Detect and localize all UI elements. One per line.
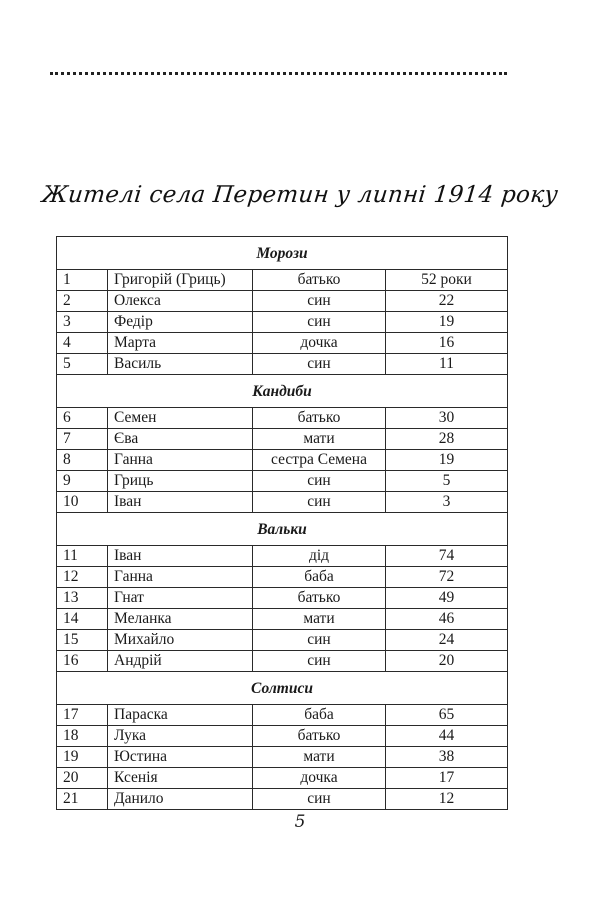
family-name: Кандиби — [57, 375, 508, 408]
member-number: 15 — [57, 630, 108, 651]
member-role: батько — [253, 408, 386, 429]
member-name: Іван — [108, 546, 253, 567]
member-role: мати — [253, 609, 386, 630]
member-age: 16 — [386, 333, 508, 354]
residents-table — [56, 236, 508, 810]
member-number: 19 — [57, 747, 108, 768]
table-row — [57, 270, 508, 291]
member-number: 6 — [57, 408, 108, 429]
member-age: 49 — [386, 588, 508, 609]
member-name: Юстина — [108, 747, 253, 768]
family-name: Вальки — [57, 513, 508, 546]
member-role: син — [253, 291, 386, 312]
member-role: батько — [253, 270, 386, 291]
table-row — [57, 333, 508, 354]
member-name: Семен — [108, 408, 253, 429]
member-name: Андрій — [108, 651, 253, 672]
member-name: Григорій (Гриць) — [108, 270, 253, 291]
member-number: 9 — [57, 471, 108, 492]
member-role: баба — [253, 567, 386, 588]
member-age: 5 — [386, 471, 508, 492]
member-number: 4 — [57, 333, 108, 354]
member-role: син — [253, 354, 386, 375]
member-number: 21 — [57, 789, 108, 810]
member-age: 65 — [386, 705, 508, 726]
member-name: Гнат — [108, 588, 253, 609]
member-number: 18 — [57, 726, 108, 747]
member-number: 2 — [57, 291, 108, 312]
member-role: мати — [253, 429, 386, 450]
member-name: Олекса — [108, 291, 253, 312]
member-role: син — [253, 789, 386, 810]
family-header-row — [57, 375, 508, 408]
member-name: Ганна — [108, 567, 253, 588]
member-number: 5 — [57, 354, 108, 375]
member-role: баба — [253, 705, 386, 726]
member-age: 19 — [386, 450, 508, 471]
family-name: Солтиси — [57, 672, 508, 705]
member-name: Меланка — [108, 609, 253, 630]
table-row — [57, 768, 508, 789]
table-row — [57, 651, 508, 672]
member-age: 30 — [386, 408, 508, 429]
member-number: 3 — [57, 312, 108, 333]
table-row — [57, 546, 508, 567]
member-number: 1 — [57, 270, 108, 291]
member-number: 7 — [57, 429, 108, 450]
family-header-row — [57, 672, 508, 705]
page-number: 5 — [294, 812, 306, 832]
family-header-row — [57, 237, 508, 270]
member-name: Василь — [108, 354, 253, 375]
member-age: 52 роки — [386, 270, 508, 291]
table-row — [57, 588, 508, 609]
member-number: 12 — [57, 567, 108, 588]
member-number: 11 — [57, 546, 108, 567]
member-age: 11 — [386, 354, 508, 375]
member-name: Єва — [108, 429, 253, 450]
table-row — [57, 747, 508, 768]
member-age: 19 — [386, 312, 508, 333]
table-row — [57, 408, 508, 429]
member-age: 12 — [386, 789, 508, 810]
member-age: 44 — [386, 726, 508, 747]
member-name: Данило — [108, 789, 253, 810]
member-age: 24 — [386, 630, 508, 651]
table-row — [57, 726, 508, 747]
table-row — [57, 312, 508, 333]
member-name: Ганна — [108, 450, 253, 471]
family-header-row — [57, 513, 508, 546]
member-number: 17 — [57, 705, 108, 726]
member-role: дочка — [253, 333, 386, 354]
dotted-divider — [50, 72, 507, 75]
member-number: 16 — [57, 651, 108, 672]
table-row — [57, 354, 508, 375]
member-number: 8 — [57, 450, 108, 471]
residents-table-body — [57, 237, 508, 810]
member-age: 17 — [386, 768, 508, 789]
member-role: син — [253, 630, 386, 651]
member-number: 13 — [57, 588, 108, 609]
member-role: сестра Семена — [253, 450, 386, 471]
table-row — [57, 291, 508, 312]
member-name: Іван — [108, 492, 253, 513]
member-role: дочка — [253, 768, 386, 789]
member-name: Лука — [108, 726, 253, 747]
member-age: 46 — [386, 609, 508, 630]
member-age: 74 — [386, 546, 508, 567]
family-name: Морози — [57, 237, 508, 270]
member-age: 20 — [386, 651, 508, 672]
table-row — [57, 429, 508, 450]
member-role: батько — [253, 726, 386, 747]
member-number: 10 — [57, 492, 108, 513]
member-role: батько — [253, 588, 386, 609]
member-number: 14 — [57, 609, 108, 630]
member-age: 28 — [386, 429, 508, 450]
member-name: Ксенія — [108, 768, 253, 789]
member-age: 22 — [386, 291, 508, 312]
member-role: син — [253, 651, 386, 672]
table-row — [57, 567, 508, 588]
member-name: Михайло — [108, 630, 253, 651]
member-role: син — [253, 471, 386, 492]
table-row — [57, 609, 508, 630]
member-role: дід — [253, 546, 386, 567]
table-row — [57, 705, 508, 726]
member-role: мати — [253, 747, 386, 768]
member-role: син — [253, 312, 386, 333]
member-age: 38 — [386, 747, 508, 768]
page-title: Жителі села Перетин у липні 1914 року — [40, 182, 560, 208]
member-number: 20 — [57, 768, 108, 789]
member-name: Марта — [108, 333, 253, 354]
table-row — [57, 450, 508, 471]
member-role: син — [253, 492, 386, 513]
table-row — [57, 492, 508, 513]
table-row — [57, 630, 508, 651]
member-name: Гриць — [108, 471, 253, 492]
member-age: 3 — [386, 492, 508, 513]
member-age: 72 — [386, 567, 508, 588]
table-row — [57, 471, 508, 492]
table-row — [57, 789, 508, 810]
member-name: Параска — [108, 705, 253, 726]
member-name: Федір — [108, 312, 253, 333]
